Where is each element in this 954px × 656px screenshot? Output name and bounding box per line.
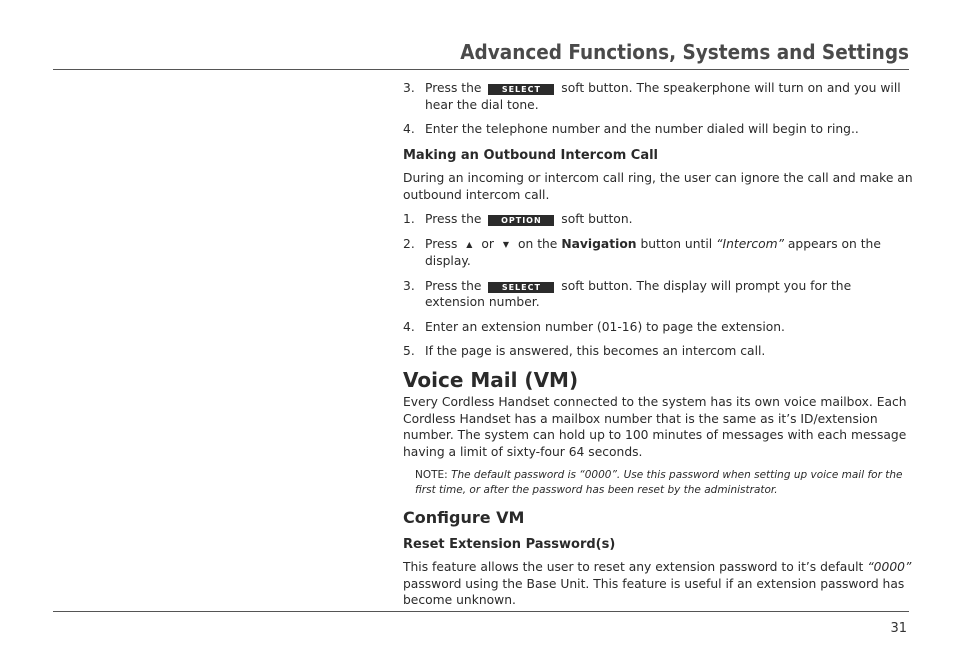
configure-vm-heading: Configure VM <box>403 508 525 527</box>
select-softkey-icon: SELECT <box>488 84 554 95</box>
default-password-value: “0000” <box>867 560 912 574</box>
step-item <box>403 319 913 336</box>
step-number: 1. <box>403 212 415 226</box>
voice-mail-body: Every Cordless Handset connected to the system has its own voice mailbox. Each Cordless Handset has a mailbox number that is the same as it’s ID/extension number. The system can hold up to 100 minutes of messages with each message having a limit of sixty-four 64 seconds. <box>403 395 907 459</box>
step-item <box>403 278 913 311</box>
step-text: Press the <box>425 81 482 95</box>
header-rule <box>53 69 909 70</box>
step-text: If the page is answered, this becomes an intercom call. <box>425 344 766 358</box>
step-text: Press <box>425 236 458 251</box>
outbound-intercom-heading: Making an Outbound Intercom Call <box>403 147 659 163</box>
select-softkey-icon: SELECT <box>488 282 554 293</box>
down-arrow-icon: ▼ <box>502 239 510 249</box>
body-text: This feature allows the user to reset any extension password to it’s default <box>403 560 864 574</box>
step-text: soft button. <box>561 212 633 226</box>
navigation-label: Navigation <box>561 236 637 251</box>
up-arrow-icon: ▲ <box>466 239 473 249</box>
step-number: 3. <box>403 81 415 95</box>
step-item <box>403 343 913 360</box>
step-text: Press the <box>425 278 482 293</box>
step-text: or <box>481 236 494 251</box>
step-item <box>403 80 913 113</box>
step-number: 4. <box>403 319 415 334</box>
step-item <box>403 121 913 138</box>
voice-mail-heading: Voice Mail (VM) <box>403 367 579 392</box>
step-number: 4. <box>403 122 415 136</box>
step-number: 2. <box>403 236 415 251</box>
main-content <box>403 80 913 617</box>
step-text: Enter an extension number (01-16) to page the extension. <box>425 319 785 334</box>
reset-password-body <box>403 559 913 609</box>
step-number: 5. <box>403 344 415 358</box>
step-text: button until <box>640 236 713 251</box>
option-softkey-icon: OPTION <box>488 215 554 226</box>
page-number: 31 <box>890 621 907 636</box>
outbound-intro: During an incoming or intercom call ring, the user can ignore the call and make an outbound intercom call. <box>403 171 913 202</box>
page-header-title: Advanced Functions, Systems and Settings <box>460 40 909 64</box>
reset-password-heading: Reset Extension Password(s) <box>403 536 616 552</box>
step-text: soft button. The display will prompt you for the extension number. <box>425 278 852 309</box>
footer-rule <box>53 611 909 612</box>
step-text: soft button. The speakerphone will turn on and you will hear the dial tone. <box>425 81 901 112</box>
intercom-display-text: “Intercom” <box>716 236 784 251</box>
step-text: Press the <box>425 212 482 226</box>
note-text: The default password is “0000”. Use this password when setting up voice mail for the first time, or after the password has been reset by the administrator. <box>415 469 903 496</box>
body-text: password using the Base Unit. This feature is useful if an extension password has become unknown. <box>403 576 905 607</box>
note-label: NOTE: <box>415 469 448 481</box>
step-number: 3. <box>403 278 415 293</box>
step-text: appears on the display. <box>425 236 881 268</box>
step-text: on the <box>517 236 558 251</box>
step-item <box>403 236 913 270</box>
note <box>403 468 913 498</box>
step-text: Enter the telephone number and the number dialed will begin to ring.. <box>425 122 859 136</box>
step-item <box>403 211 913 228</box>
